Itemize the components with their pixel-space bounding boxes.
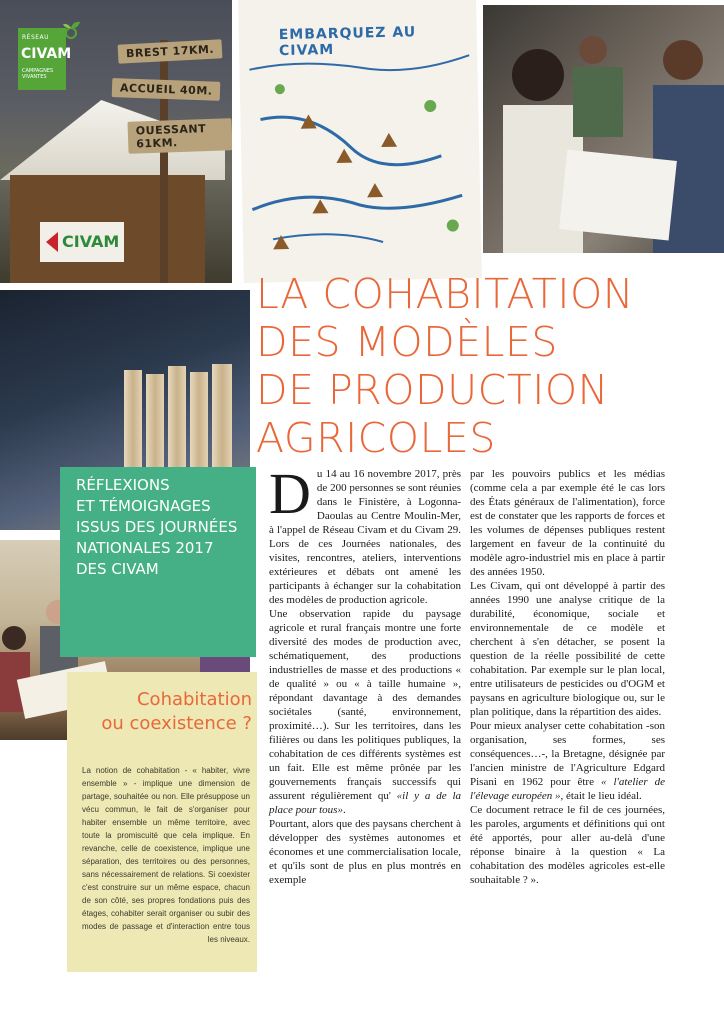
civam-logo	[18, 28, 72, 90]
article-paragraph: Pourtant, alors que des paysans cherchent à développer des systèmes autonomes et économes et une commercialisation locale, et qu'ils sont de plus en plus montrés en exemple	[269, 818, 461, 886]
article-paragraph	[269, 607, 461, 817]
title-line: DE PRODUCTION	[256, 366, 609, 414]
title-line: LA COHABITATION	[256, 270, 634, 318]
sidebar-text: La notion de cohabitation - « habiter, vivre ensemble » - implique une dimension de partage, souhaitée ou non. Elle présuppose un vécu commun, le fait de s'organiser pour habiter ensemble un même territoire, avec toute la promiscuité que cela implique. En revanche, celle de coexistence, implique une séparation, des territoires ou des personnes, sans nécessairement de relations. Si coexister c'est construire sur un même espace, chacun de son côté, ses propres fondations puis des étages, cohabiter serait organiser ou subir des modes de passage et d'interaction entre tous les niveaux.	[82, 766, 250, 944]
map-heading: EMBARQUEZ AU CIVAM	[278, 24, 417, 60]
intro-box-text	[76, 475, 251, 580]
photo-drawn-map	[238, 0, 482, 283]
paragraph-text: , était le lieu idéal.	[560, 790, 642, 802]
article-paragraph: Les Civam, qui ont développé à partir des années 1990 une analyse critique de la durabilité, économique, sociale et environnementale de ce modèle et cherchent à s'en détacher, se posent la question de la réelle possibilité de cette cohabitation. Par exemple sur le plan local, entre utilisateurs de pesticides ou d'OGM et paysans en agriculture biologique ou, sur le plan politique, dans la répartition des aides.	[470, 580, 665, 718]
logo-tagline: CAMPAGNES VIVANTES	[22, 68, 54, 80]
paragraph-text: Une observation rapide du paysage agricole et rural français montre une forte diversité des modes de production avec, schématiquement, des productions industrielles de masse et des productions « de qualité » ou « à taille humaine », répondant davantage à des demandes sociétales (santé, environnement, proximité…). Sur les territoires, dans les filières ou dans les politiques publiques, la cohabitation de ces différents systèmes est un fait. Elle est même prônée par les gouvernements français successifs qui assurent régulièrement qu'	[269, 608, 461, 802]
photo-meeting	[483, 5, 724, 253]
paragraph-text: .	[342, 804, 346, 816]
paragraph-text: Pour mieux analyser cette cohabitation -son organisation, ses formes, ses conséquences…-, la Bretagne, désignée par l'ancien ministre de l'Agriculture Edgard Pisani en 1962 pour être	[470, 720, 665, 788]
sign-accueil: ACCUEIL 40M.	[112, 78, 221, 101]
sidebar-title-line: ou coexistence ?	[101, 713, 252, 734]
quote: «il y a de la place pour tous»	[269, 790, 462, 816]
article-paragraph: Ce document retrace le fil de ces journées, les paroles, arguments et définitions qui ont été apportés, pour aller au-delà d'une réponse binaire à la question « La cohabitation des modèles agricoles est-elle souhaitable ? ».	[470, 804, 665, 886]
red-arrow-icon	[46, 232, 58, 252]
title-line: DES MODÈLES	[256, 318, 558, 366]
article-paragraph	[470, 719, 665, 803]
paragraph-text: u 14 au 16 novembre 2017, près de 200 personnes se sont réunies dans le Finistère, à Logonna-Daoulas au Centre Moulin-Mer, à l'appel de Réseau Civam et du Civam 29. Lors de ces Journées nationales, des visites, rencontres, ateliers, interventions extérieures et débats ont amené les participants à échanger sur la cohabitation des modèles de production agricole.	[269, 468, 461, 606]
banner-label: CIVAM	[62, 232, 120, 251]
intro-line: RÉFLEXIONS	[76, 476, 170, 494]
article-column-2	[470, 467, 665, 887]
sidebar-title	[92, 688, 252, 736]
article-paragraph	[269, 461, 461, 607]
sign-brest: BREST 17KM.	[118, 39, 223, 63]
drop-cap: D	[269, 461, 311, 526]
leaf-icon	[60, 20, 82, 42]
article-paragraph: par les pouvoirs publics et les médias (comme cela a par exemple été le cas lors des États généraux de l'alimentation), force est de constater que les rapports de forces et les volumes de dépenses publiques restent largement en faveur de la continuité du modèle agro-industriel mis en place à partir des années 1950.	[470, 468, 665, 578]
civam-banner	[40, 222, 124, 262]
logo-name: CIVAM	[21, 46, 72, 62]
page-title	[256, 270, 716, 462]
intro-line: ET TÉMOIGNAGES	[76, 497, 211, 515]
logo-network: RÉSEAU	[22, 34, 50, 41]
intro-line: NATIONALES 2017	[76, 539, 214, 557]
map-drawing	[238, 0, 482, 283]
title-line: AGRICOLES	[256, 414, 496, 462]
signpost-pole	[160, 40, 168, 283]
sign-ouessant: OUESSANT 61KM.	[127, 118, 232, 154]
quote: « l'atelier de l'élevage européen »	[470, 776, 665, 802]
article-column-1	[269, 461, 462, 887]
intro-line: DES CIVAM	[76, 560, 159, 578]
sidebar-title-line: Cohabitation	[136, 689, 252, 710]
meeting-participants	[483, 5, 724, 253]
intro-line: ISSUS DES JOURNÉES	[76, 518, 238, 536]
